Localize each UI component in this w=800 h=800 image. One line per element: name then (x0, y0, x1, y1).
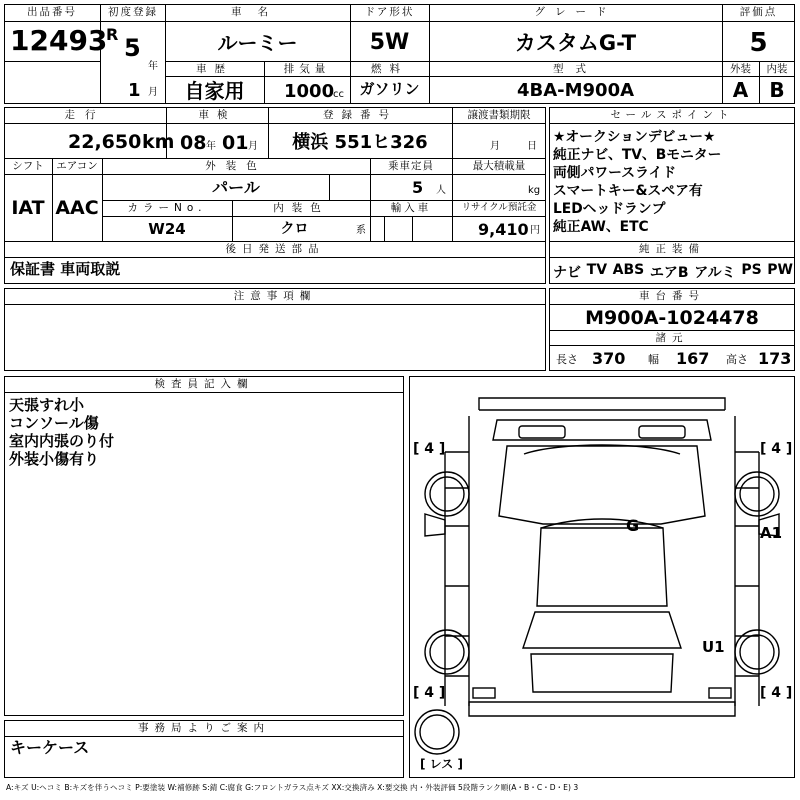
import-label: 輸入車 (390, 202, 432, 214)
color-no: W24 (148, 220, 186, 238)
interior-color: クロ (280, 221, 309, 237)
inspection-label: 車検 (198, 109, 236, 121)
sales-point-list (553, 128, 793, 240)
displacement-unit: cc (333, 89, 344, 100)
inspection-year: 08 (180, 132, 207, 154)
interior-grade-label: 内装 (766, 63, 788, 75)
ac-label: エアコン (56, 160, 98, 172)
height: 173 (758, 349, 792, 368)
tire-front-right: [ 4 ] (760, 441, 793, 457)
mileage: 22,650 (68, 131, 142, 153)
inspector-line: コンソール傷 (9, 414, 99, 432)
damage-mark-rear: U1 (702, 638, 725, 656)
first-registration-label: 初度登録 (108, 6, 158, 18)
mileage-label: 走行 (64, 109, 106, 121)
mileage-unit: km (142, 131, 175, 153)
car-name: ルーミー (217, 31, 298, 55)
score: 5 (749, 28, 768, 58)
max-load-label: 最大積載量 (472, 160, 526, 172)
body-color: パール (212, 178, 260, 197)
fuel: ガソリン (359, 80, 420, 98)
inspector-line: 天張すれ小 (9, 396, 85, 414)
chassis-no-label: 車台番号 (639, 290, 705, 302)
recycle-unit: 円 (530, 225, 540, 236)
inspector-line: 室内内張のり付 (9, 432, 115, 450)
equipment-item: エアB (649, 265, 689, 281)
grade-label: グレード (534, 6, 617, 18)
notes-label: 注意事項欄 (233, 290, 317, 302)
registration-no-label: 登録番号 (323, 109, 397, 121)
width: 167 (676, 349, 710, 368)
month-unit: 月 (148, 87, 158, 98)
model-code-label: 型式 (553, 63, 598, 75)
sales-point-line: 純正AW、ETC (553, 219, 649, 235)
recycle-fee: 9,410 (478, 220, 529, 239)
score-label: 評価点 (739, 6, 778, 18)
damage-mark-roof: G (626, 516, 640, 535)
first-reg-year: 5 (124, 34, 141, 62)
color-no-label: カラーNo. (127, 202, 207, 214)
first-reg-month: 1 (128, 80, 141, 101)
equipment-item: アルミ (694, 265, 736, 281)
era: R (106, 25, 119, 44)
car-diagram (409, 376, 795, 778)
door-type: 5W (369, 30, 410, 55)
sales-point-line: 純正ナビ、TV、Bモニター (553, 147, 722, 163)
equipment-item: ナビ (553, 265, 581, 281)
capacity-label: 乗車定員 (388, 160, 434, 172)
shift: IAT (11, 197, 45, 219)
interior-grade: B (769, 78, 785, 102)
inspector-notes (9, 396, 399, 476)
equipment-list (553, 262, 793, 282)
length-label: 長さ (556, 353, 578, 366)
width-label: 幅 (648, 353, 659, 366)
fuel-label: 燃料 (371, 63, 408, 75)
model-code: 4BA-M900A (516, 80, 635, 101)
year-unit: 年 (148, 61, 158, 72)
inspector-label: 検査員記入欄 (154, 378, 254, 390)
inspection-year-unit: 年 (206, 141, 216, 152)
transfer-deadline-label: 譲渡書類期限 (467, 109, 531, 121)
length: 370 (592, 349, 626, 368)
legend: A:キズ U:ヘコミ B:キズを伴うヘコミ P:要塗装 W:補修跡 S:錆 C:腐食 G:フロントガラス点キズ XX:交換済み X:要交換 内・外装評価 5段階ランク順(A・B・C・D・E) 3 (6, 783, 579, 792)
inspection-month: 01 (222, 132, 249, 154)
equipment-item: PS (741, 262, 762, 278)
later-parts: 保証書 車両取説 (10, 260, 121, 278)
lot-no: 12493 (10, 24, 108, 57)
height-label: 高さ (726, 353, 748, 366)
capacity: 5 (412, 178, 424, 197)
sales-point-line: ★オークションデビュー★ (553, 129, 716, 145)
capacity-unit: 人 (436, 185, 446, 196)
ac: AAC (55, 197, 99, 219)
spare-tire: [ レス ] (420, 757, 463, 771)
inspection-month-unit: 月 (248, 141, 258, 152)
interior-color-label: 内装色 (273, 202, 329, 214)
displacement: 1000 (284, 81, 335, 102)
transfer-month-unit: 月 (490, 141, 500, 152)
exterior-grade: A (732, 78, 749, 102)
sales-point-line: スマートキー&スペア有 (553, 183, 703, 199)
shift-label: シフト (12, 160, 44, 172)
later-parts-label: 後日発送部品 (225, 243, 325, 255)
history-label: 車歴 (196, 63, 233, 75)
sales-point-label: セールスポイント (610, 109, 734, 121)
exterior-grade-label: 外装 (730, 63, 751, 75)
equipment-item: ABS (612, 262, 645, 278)
history: 自家用 (184, 79, 245, 103)
office-note: キーケース (10, 738, 90, 757)
max-load-unit: kg (528, 185, 541, 196)
damage-mark-right: A1 (760, 524, 783, 542)
equipment-item: PW (767, 262, 793, 278)
body-color-label: 外装色 (205, 160, 267, 172)
grade: カスタムG-T (514, 31, 637, 55)
equipment-label: 純正装備 (639, 243, 705, 255)
tire-rear-left: [ 4 ] (413, 685, 446, 701)
transfer-day-unit: 日 (527, 141, 537, 152)
registration-no: 横浜 551ヒ326 (292, 132, 428, 153)
door-label: ドア形状 (364, 6, 415, 18)
interior-color-unit: 系 (356, 225, 366, 236)
specs-label: 諸元 (655, 332, 689, 344)
equipment-item: TV (586, 262, 608, 278)
car-name-label: 車名 (231, 6, 284, 18)
lot-no-label: 出品番号 (27, 6, 77, 18)
inspector-line: 外装小傷有り (9, 450, 100, 468)
office-label: 事務局よりご案内 (138, 722, 270, 734)
chassis-no: M900A-1024478 (585, 307, 759, 329)
displacement-label: 排気量 (283, 63, 331, 75)
tire-front-left: [ 4 ] (413, 441, 446, 457)
tire-rear-right: [ 4 ] (760, 685, 793, 701)
sales-point-line: LEDヘッドランプ (553, 201, 666, 217)
recycle-label: リサイクル預託金 (461, 202, 537, 213)
sales-point-line: 両側パワースライド (553, 165, 677, 181)
